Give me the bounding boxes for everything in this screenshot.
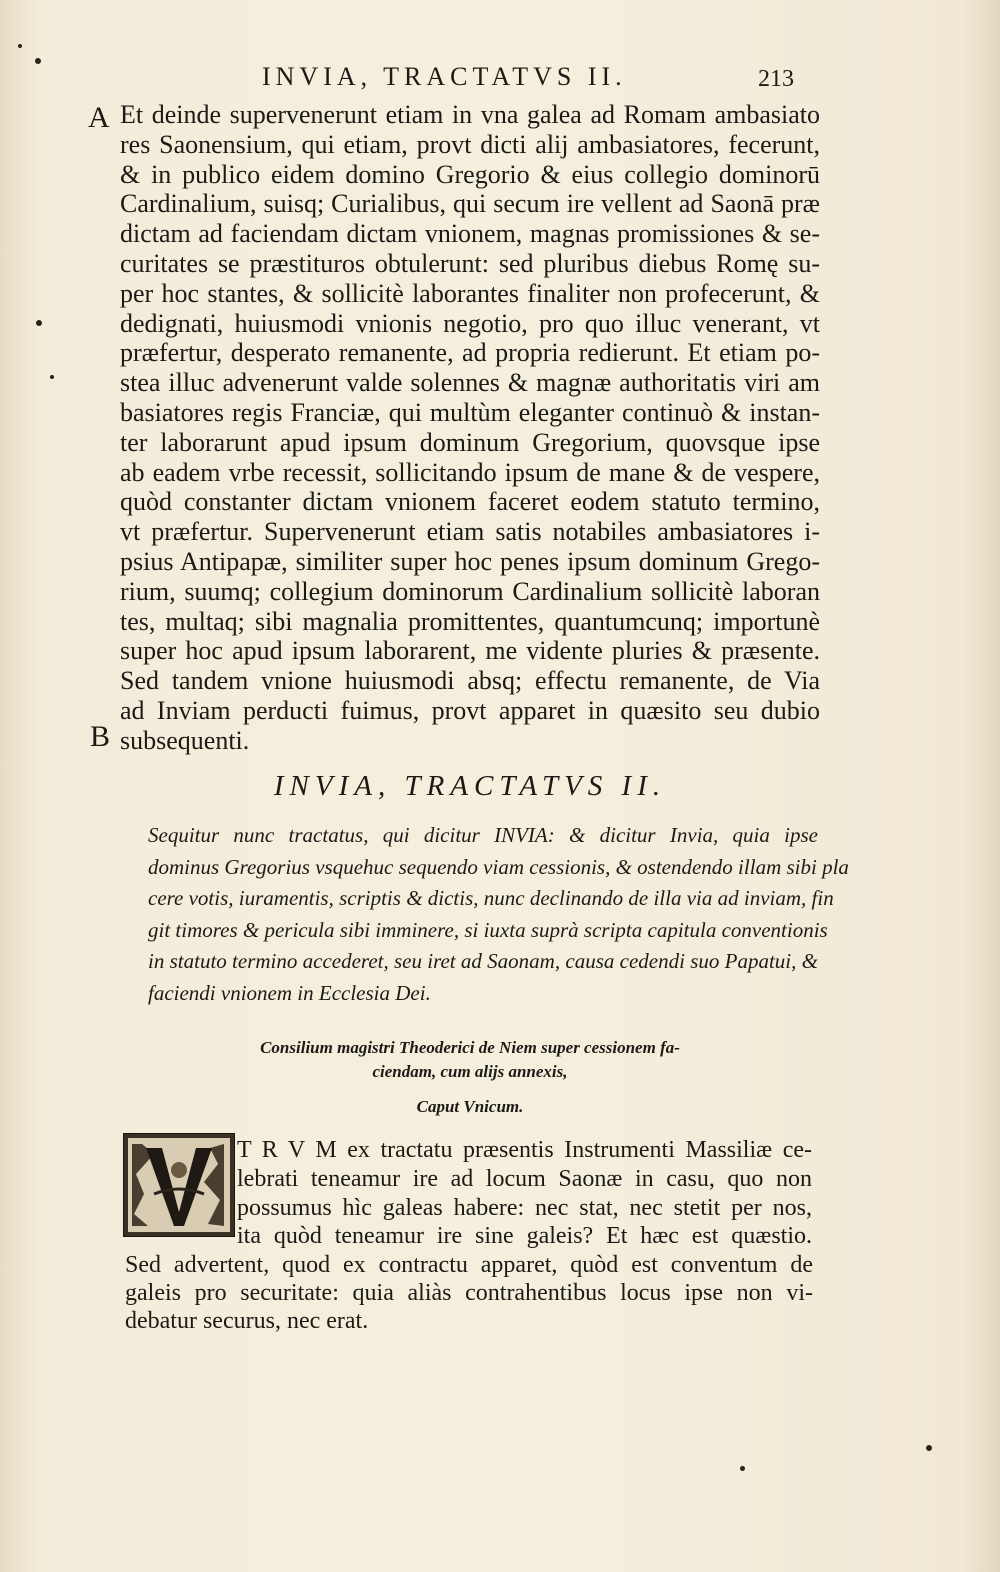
text-line: præfertur, desperato remanente, ad propria redierunt. Et etiam po- xyxy=(120,338,820,368)
intro-line: faciendi vnionem in Ecclesia Dei. xyxy=(148,980,431,1005)
ink-speck xyxy=(50,375,54,379)
margin-letter-a: A xyxy=(88,101,110,134)
text-line: per hoc stantes, & sollicitè laborantes finaliter non profecerunt, & xyxy=(120,278,820,308)
chapter-heading-line: Consilium magistri Theoderici de Niem super cessionem fa- xyxy=(260,1038,680,1057)
chapter-caput: Caput Vnicum. xyxy=(416,1097,524,1116)
running-header: INVIA, TRACTATVS II. xyxy=(262,62,627,91)
chapter-text xyxy=(125,1251,813,1335)
intro-line: git timores & pericula sibi imminere, si iuxta suprà scripta capitula conventionis xyxy=(148,917,828,942)
text-line: tes, multaq; sibi magnalia promittentes, quantumcunq; importunè xyxy=(120,606,820,636)
page-number: 213 xyxy=(758,66,794,92)
text-line: res Saonensium, qui etiam, provt dicti alij ambasiatores, fecerunt, xyxy=(120,129,820,159)
margin-letter-b: B xyxy=(90,720,111,753)
text-line: ter laborarunt apud ipsum dominum Gregorium, quovsque ipse xyxy=(120,427,820,457)
text-line: subsequenti. xyxy=(120,725,250,755)
section-title: INVIA, TRACTATVS II. xyxy=(273,770,667,802)
text-line: dictam ad faciendam dictam vnionem, magnas promissiones & se- xyxy=(120,219,820,249)
text-line: Sed tandem vnione huiusmodi absq; effectu remanente, de Via xyxy=(120,666,820,696)
text-line: & in publico eidem domino Gregorio & eius collegio dominorū xyxy=(120,159,820,189)
chapter-line: possumus hìc galeas habere: nec stat, nec stetit per nos, xyxy=(237,1194,812,1221)
woodcut-initial-icon xyxy=(124,1134,234,1236)
text-line: psius Antipapæ, similiter super hoc penes ipsum dominum Grego- xyxy=(120,546,820,576)
text-line: stea illuc advenerunt valde solennes & magnæ authoritatis viri am xyxy=(120,368,820,398)
chapter-line: T R V M ex tractatu præsentis Instrumenti Massiliæ ce- xyxy=(237,1137,812,1163)
chapter-heading xyxy=(200,1036,740,1084)
text-line: quòd constanter dictam vnionem faceret eodem statuto termino, xyxy=(120,487,820,517)
ink-speck xyxy=(740,1466,745,1471)
ink-speck xyxy=(18,44,22,48)
ink-speck xyxy=(36,320,42,326)
body-paragraph xyxy=(120,100,820,756)
intro-line: cere votis, iuramentis, scriptis & dictis, nunc declinando de illa via ad inviam, fin xyxy=(148,886,834,911)
text-line: Et deinde supervenerunt etiam in vna galea ad Romam ambasiato xyxy=(120,100,820,129)
text-line: ab eadem vrbe recessit, sollicitando ipsum de mane & de vespere, xyxy=(120,457,820,487)
ink-speck xyxy=(926,1445,932,1451)
text-line: dedignati, huiusmodi vnionis negotio, pro quo illuc venerant, vt xyxy=(120,308,820,338)
text-line: ad Inviam perducti fuimus, provt apparet in quæsito seu dubio xyxy=(120,695,820,725)
chapter-heading-line: ciendam, cum alijs annexis, xyxy=(372,1062,568,1081)
text-line: rium, suumq; collegium dominorum Cardinalium sollicitè laboran xyxy=(120,576,820,606)
chapter-line: debatur securus, nec erat. xyxy=(125,1308,369,1334)
section-intro xyxy=(148,820,849,1010)
chapter-line: galeis pro securitate: quia aliàs contrahentibus locus ipse non vi- xyxy=(125,1280,813,1306)
text-line: basiatores regis Franciæ, qui multùm eleganter continuò & instan- xyxy=(120,397,820,427)
decorated-initial xyxy=(123,1133,235,1237)
intro-line: Sequitur nunc tractatus, qui dicitur INVIA: & dicitur Invia, quia ipse xyxy=(148,823,818,847)
intro-line: in statuto termino accederet, seu iret ad Saonam, causa cedendi suo Papatui, & xyxy=(148,949,818,974)
chapter-line: lebrati teneamur ire ad locum Saonæ in casu, quo non xyxy=(237,1165,812,1192)
intro-line: dominus Gregorius vsquehuc sequendo viam cessionis, & ostendendo illam sibi pla xyxy=(148,854,849,879)
chapter-text-indented xyxy=(237,1136,812,1251)
chapter-line: ita quòd teneamur ire sine galeis? Et hæc est quæstio. xyxy=(237,1223,812,1250)
text-line: curitates se præstituros obtulerunt: sed pluribus diebus Romę su- xyxy=(120,248,820,278)
chapter-line: Sed advertent, quod ex contractu apparet, quòd est conventum de xyxy=(125,1252,813,1278)
text-line: Cardinalium, suisq; Curialibus, qui secum ire vellent ad Saonā præ xyxy=(120,189,820,219)
text-line: vt præfertur. Supervenerunt etiam satis notabiles ambasiatores i- xyxy=(120,517,820,547)
text-line: super hoc apud ipsum laborarent, me vidente pluries & præsente. xyxy=(120,636,820,666)
ink-speck xyxy=(35,58,41,64)
